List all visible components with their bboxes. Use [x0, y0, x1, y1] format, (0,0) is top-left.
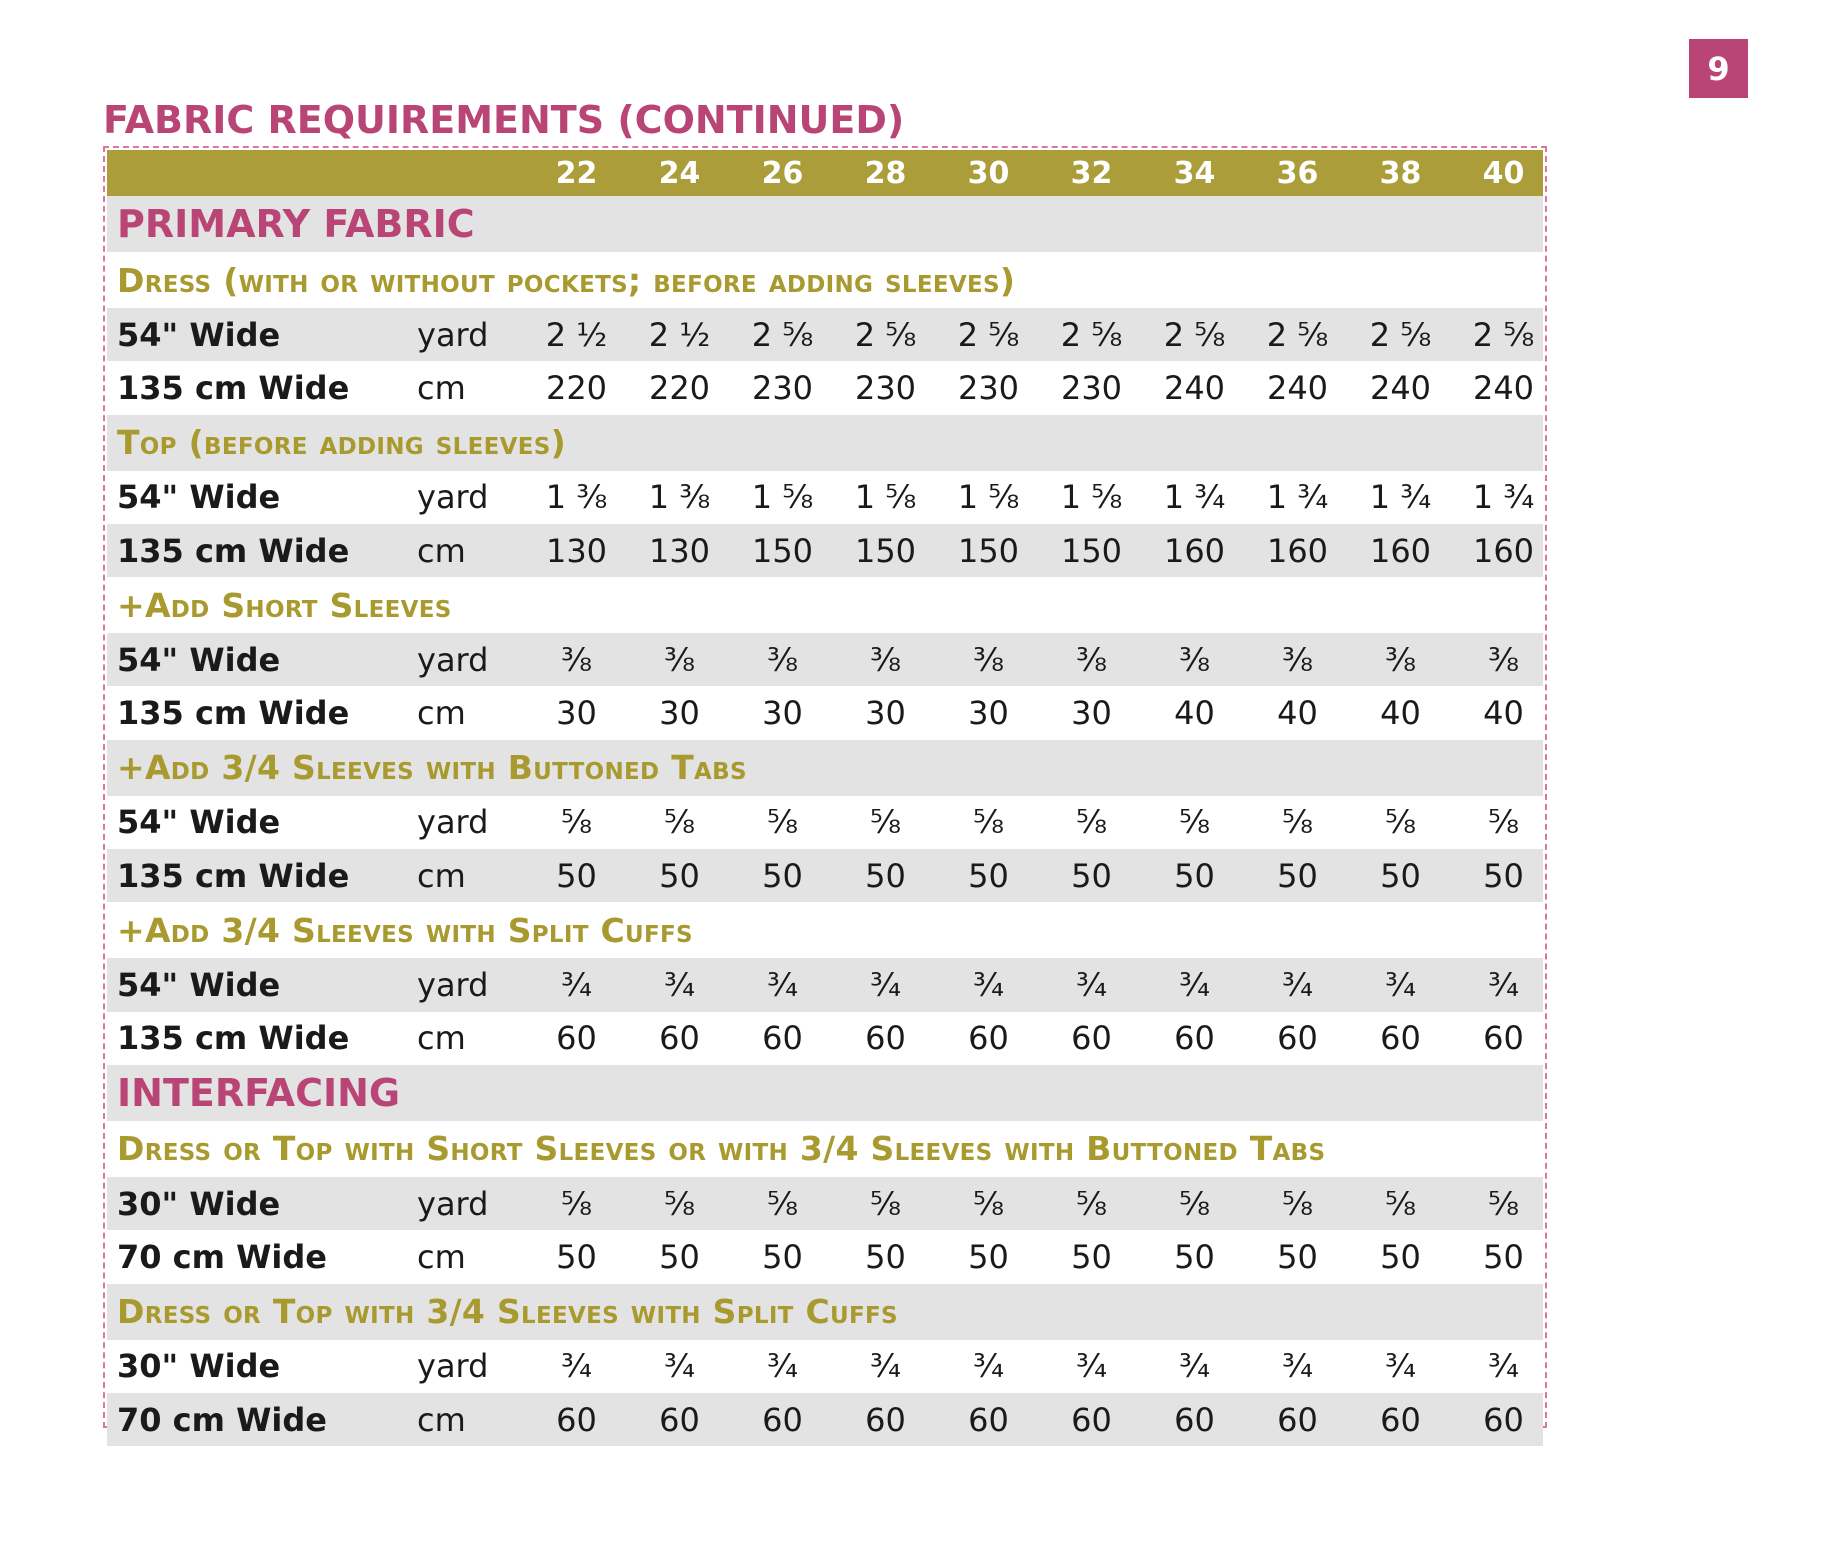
table-cell: ¾ [869, 966, 901, 1005]
section-heading: PRIMARY FABRIC [117, 202, 475, 246]
table-cell: 2 ⅝ [1369, 315, 1432, 354]
subsection-heading: Dress or Top with 3/4 Sleeves with Split Cuffs [117, 1292, 898, 1332]
table-cell: ⅝ [972, 803, 1004, 842]
table-cell: ⅜ [869, 640, 901, 679]
table-cell: ⅝ [869, 1184, 901, 1223]
unit-label: yard [417, 966, 489, 1005]
fabric-width-label: 30" Wide [117, 1184, 281, 1223]
size-header: 28 [864, 155, 907, 191]
size-header-row [107, 150, 1543, 196]
table-cell: 2 ⅝ [1163, 315, 1226, 354]
table-cell: 30 [762, 694, 803, 733]
fabric-width-label: 54" Wide [117, 478, 281, 517]
table-cell: 230 [854, 368, 917, 407]
subsection-heading: +Add 3/4 Sleeves with Split Cuffs [117, 910, 693, 950]
table-cell: 2 ⅝ [1060, 315, 1123, 354]
table-cell: ⅝ [1281, 803, 1313, 842]
table-cell: 1 ¾ [1266, 478, 1329, 517]
table-cell: 60 [1483, 1400, 1524, 1439]
table-cell: 50 [1174, 1237, 1215, 1276]
table-cell: 30 [659, 694, 700, 733]
table-cell: 240 [1266, 368, 1329, 407]
table-cell: 50 [968, 1237, 1009, 1276]
table-cell: 30 [968, 694, 1009, 733]
table-cell: 60 [865, 1400, 906, 1439]
table-row [107, 1177, 1543, 1230]
table-cell: 60 [556, 1400, 597, 1439]
table-cell: 50 [1277, 1237, 1318, 1276]
table-cell: 40 [1277, 694, 1318, 733]
page-number-badge: 9 [1689, 39, 1748, 98]
table-row [107, 1012, 1543, 1065]
unit-label: cm [417, 1019, 466, 1058]
table-cell: ⅜ [1281, 640, 1313, 679]
subsection-heading: Dress (with or without pockets; before adding sleeves) [117, 260, 1016, 300]
table-row [107, 361, 1543, 414]
table-cell: ¾ [1384, 1347, 1416, 1386]
subsection-heading: Dress or Top with Short Sleeves or with 3/4 Sleeves with Buttoned Tabs [117, 1129, 1326, 1169]
table-cell: ¾ [869, 1347, 901, 1386]
table-cell: 50 [1174, 856, 1215, 895]
table-row [107, 1393, 1543, 1446]
page-title: FABRIC REQUIREMENTS (CONTINUED) [103, 98, 905, 142]
table-cell: ⅝ [1178, 803, 1210, 842]
table-cell: ⅝ [1487, 1184, 1519, 1223]
table-cell: 150 [1060, 531, 1123, 570]
table-cell: 60 [762, 1019, 803, 1058]
table-cell: ¾ [1487, 1347, 1519, 1386]
table-cell: ⅜ [1178, 640, 1210, 679]
table-cell: ⅜ [1384, 640, 1416, 679]
table-cell: 150 [751, 531, 814, 570]
unit-label: yard [417, 640, 489, 679]
table-cell: 50 [659, 1237, 700, 1276]
table-cell: 220 [545, 368, 608, 407]
table-cell: 1 ⅜ [545, 478, 608, 517]
table-cell: ¾ [766, 1347, 798, 1386]
table-cell: ¾ [560, 966, 592, 1005]
table-cell: ⅝ [560, 803, 592, 842]
table-cell: ⅝ [1487, 803, 1519, 842]
table-row [107, 958, 1543, 1011]
table-cell: 60 [1380, 1019, 1421, 1058]
unit-label: cm [417, 856, 466, 895]
table-cell: ⅝ [663, 1184, 695, 1223]
fabric-width-label: 30" Wide [117, 1347, 281, 1386]
size-header: 34 [1173, 155, 1216, 191]
table-cell: ⅝ [1075, 803, 1107, 842]
table-cell: 50 [1071, 1237, 1112, 1276]
table-cell: ¾ [972, 1347, 1004, 1386]
subsection-heading-row [107, 1284, 1543, 1340]
subsection-heading-row [107, 1121, 1543, 1177]
table-cell: ⅝ [663, 803, 695, 842]
table-cell: ⅝ [560, 1184, 592, 1223]
fabric-requirements-table [103, 146, 1547, 1439]
table-cell: 1 ⅜ [648, 478, 711, 517]
table-cell: 50 [762, 856, 803, 895]
table-cell: 230 [751, 368, 814, 407]
table-cell: 160 [1369, 531, 1432, 570]
table-cell: 60 [968, 1400, 1009, 1439]
table-cell: 60 [1483, 1019, 1524, 1058]
table-cell: ⅝ [1178, 1184, 1210, 1223]
table-cell: ¾ [1178, 1347, 1210, 1386]
table-row [107, 633, 1543, 686]
fabric-width-label: 135 cm Wide [117, 368, 350, 407]
table-cell: ⅝ [869, 803, 901, 842]
subsection-heading-row [107, 740, 1543, 796]
fabric-width-label: 135 cm Wide [117, 531, 350, 570]
table-cell: ¾ [1075, 966, 1107, 1005]
table-cell: ¾ [1384, 966, 1416, 1005]
table-cell: 50 [659, 856, 700, 895]
table-row [107, 796, 1543, 849]
table-cell: 30 [556, 694, 597, 733]
table-cell: 1 ¾ [1163, 478, 1226, 517]
table-row [107, 1230, 1543, 1283]
size-header: 22 [555, 155, 598, 191]
table-cell: 60 [968, 1019, 1009, 1058]
table-cell: ⅝ [1281, 1184, 1313, 1223]
unit-label: cm [417, 1237, 466, 1276]
table-cell: 50 [968, 856, 1009, 895]
table-cell: 1 ⅝ [751, 478, 814, 517]
size-header: 26 [761, 155, 804, 191]
table-cell: 160 [1266, 531, 1329, 570]
table-cell: 230 [957, 368, 1020, 407]
table-cell: ¾ [1178, 966, 1210, 1005]
fabric-width-label: 54" Wide [117, 315, 281, 354]
unit-label: cm [417, 368, 466, 407]
table-cell: ⅝ [766, 1184, 798, 1223]
unit-label: cm [417, 531, 466, 570]
subsection-heading-row [107, 577, 1543, 633]
table-cell: 220 [648, 368, 711, 407]
table-row [107, 524, 1543, 577]
table-cell: ¾ [1075, 1347, 1107, 1386]
table-row [107, 471, 1543, 524]
table-cell: 150 [957, 531, 1020, 570]
table-cell: ⅝ [1384, 803, 1416, 842]
table-cell: ¾ [663, 1347, 695, 1386]
table-cell: ⅜ [1487, 640, 1519, 679]
table-cell: ⅝ [766, 803, 798, 842]
table-cell: ⅜ [1075, 640, 1107, 679]
table-cell: 1 ¾ [1369, 478, 1432, 517]
table-cell: 50 [865, 1237, 906, 1276]
fabric-width-label: 54" Wide [117, 640, 281, 679]
table-cell: 60 [762, 1400, 803, 1439]
section-heading-row [107, 196, 1543, 252]
table-cell: 1 ⅝ [957, 478, 1020, 517]
table-cell: 60 [1380, 1400, 1421, 1439]
subsection-heading: Top (before adding sleeves) [117, 423, 566, 463]
table-cell: 60 [659, 1019, 700, 1058]
table-cell: 50 [1483, 856, 1524, 895]
table-cell: 50 [762, 1237, 803, 1276]
table-cell: ¾ [663, 966, 695, 1005]
fabric-width-label: 135 cm Wide [117, 1019, 350, 1058]
table-cell: 30 [865, 694, 906, 733]
table-cell: 50 [865, 856, 906, 895]
size-header: 30 [967, 155, 1010, 191]
table-cell: 2 ⅝ [751, 315, 814, 354]
unit-label: cm [417, 1400, 466, 1439]
table-cell: 130 [545, 531, 608, 570]
subsection-heading-row [107, 252, 1543, 308]
fabric-width-label: 70 cm Wide [117, 1400, 327, 1439]
table-cell: ¾ [766, 966, 798, 1005]
table-cell: 40 [1483, 694, 1524, 733]
table-cell: ¾ [560, 1347, 592, 1386]
table-row [107, 686, 1543, 739]
table-cell: 60 [1174, 1400, 1215, 1439]
size-header: 24 [658, 155, 701, 191]
unit-label: yard [417, 803, 489, 842]
size-header: 40 [1482, 155, 1525, 191]
size-header: 38 [1379, 155, 1422, 191]
table-cell: ⅝ [972, 1184, 1004, 1223]
table-cell: 50 [1380, 1237, 1421, 1276]
table-cell: 2 ⅝ [1266, 315, 1329, 354]
size-header: 36 [1276, 155, 1319, 191]
table-cell: 60 [1071, 1400, 1112, 1439]
table-cell: 230 [1060, 368, 1123, 407]
table-cell: 2 ⅝ [1472, 315, 1535, 354]
fabric-width-label: 54" Wide [117, 803, 281, 842]
table-cell: 60 [1277, 1400, 1318, 1439]
table-row [107, 308, 1543, 361]
table-cell: 60 [1277, 1019, 1318, 1058]
subsection-heading: +Add Short Sleeves [117, 585, 452, 625]
table-cell: 160 [1163, 531, 1226, 570]
table-cell: 2 ½ [648, 315, 711, 354]
table-cell: 150 [854, 531, 917, 570]
table-cell: 160 [1472, 531, 1535, 570]
table-cell: 50 [556, 1237, 597, 1276]
unit-label: yard [417, 1184, 489, 1223]
table-cell: ⅜ [560, 640, 592, 679]
table-cell: 60 [659, 1400, 700, 1439]
section-heading: INTERFACING [117, 1070, 401, 1115]
table-cell: 60 [865, 1019, 906, 1058]
table-cell: ⅜ [972, 640, 1004, 679]
table-cell: 2 ⅝ [957, 315, 1020, 354]
table-cell: ⅜ [663, 640, 695, 679]
table-cell: 50 [1071, 856, 1112, 895]
table-cell: ¾ [1281, 1347, 1313, 1386]
table-cell: 40 [1174, 694, 1215, 733]
table-cell: 240 [1369, 368, 1432, 407]
table-cell: 50 [1277, 856, 1318, 895]
size-header: 32 [1070, 155, 1113, 191]
table-cell: 1 ⅝ [854, 478, 917, 517]
table-cell: 130 [648, 531, 711, 570]
subsection-heading-row [107, 415, 1543, 471]
table-row [107, 849, 1543, 902]
table-cell: 240 [1472, 368, 1535, 407]
fabric-width-label: 54" Wide [117, 966, 281, 1005]
table-row [107, 1340, 1543, 1393]
table-cell: 60 [1174, 1019, 1215, 1058]
table-cell: 40 [1380, 694, 1421, 733]
table-cell: ¾ [1487, 966, 1519, 1005]
fabric-width-label: 135 cm Wide [117, 856, 350, 895]
table-cell: 30 [1071, 694, 1112, 733]
table-cell: 60 [1071, 1019, 1112, 1058]
unit-label: yard [417, 1347, 489, 1386]
table-cell: 50 [1483, 1237, 1524, 1276]
table-cell: 60 [556, 1019, 597, 1058]
table-cell: ¾ [972, 966, 1004, 1005]
subsection-heading-row [107, 902, 1543, 958]
table-cell: ⅝ [1384, 1184, 1416, 1223]
table-cell: ⅝ [1075, 1184, 1107, 1223]
fabric-width-label: 135 cm Wide [117, 694, 350, 733]
table-cell: 50 [556, 856, 597, 895]
subsection-heading: +Add 3/4 Sleeves with Buttoned Tabs [117, 748, 747, 788]
unit-label: yard [417, 478, 489, 517]
unit-label: cm [417, 694, 466, 733]
table-cell: 1 ¾ [1472, 478, 1535, 517]
section-heading-row [107, 1065, 1543, 1121]
table-cell: 50 [1380, 856, 1421, 895]
unit-label: yard [417, 315, 489, 354]
table-cell: ⅜ [766, 640, 798, 679]
table-cell: 240 [1163, 368, 1226, 407]
fabric-width-label: 70 cm Wide [117, 1237, 327, 1276]
table-body [107, 150, 1543, 1446]
table-cell: 1 ⅝ [1060, 478, 1123, 517]
table-cell: 2 ½ [545, 315, 608, 354]
table-cell: 2 ⅝ [854, 315, 917, 354]
table-cell: ¾ [1281, 966, 1313, 1005]
